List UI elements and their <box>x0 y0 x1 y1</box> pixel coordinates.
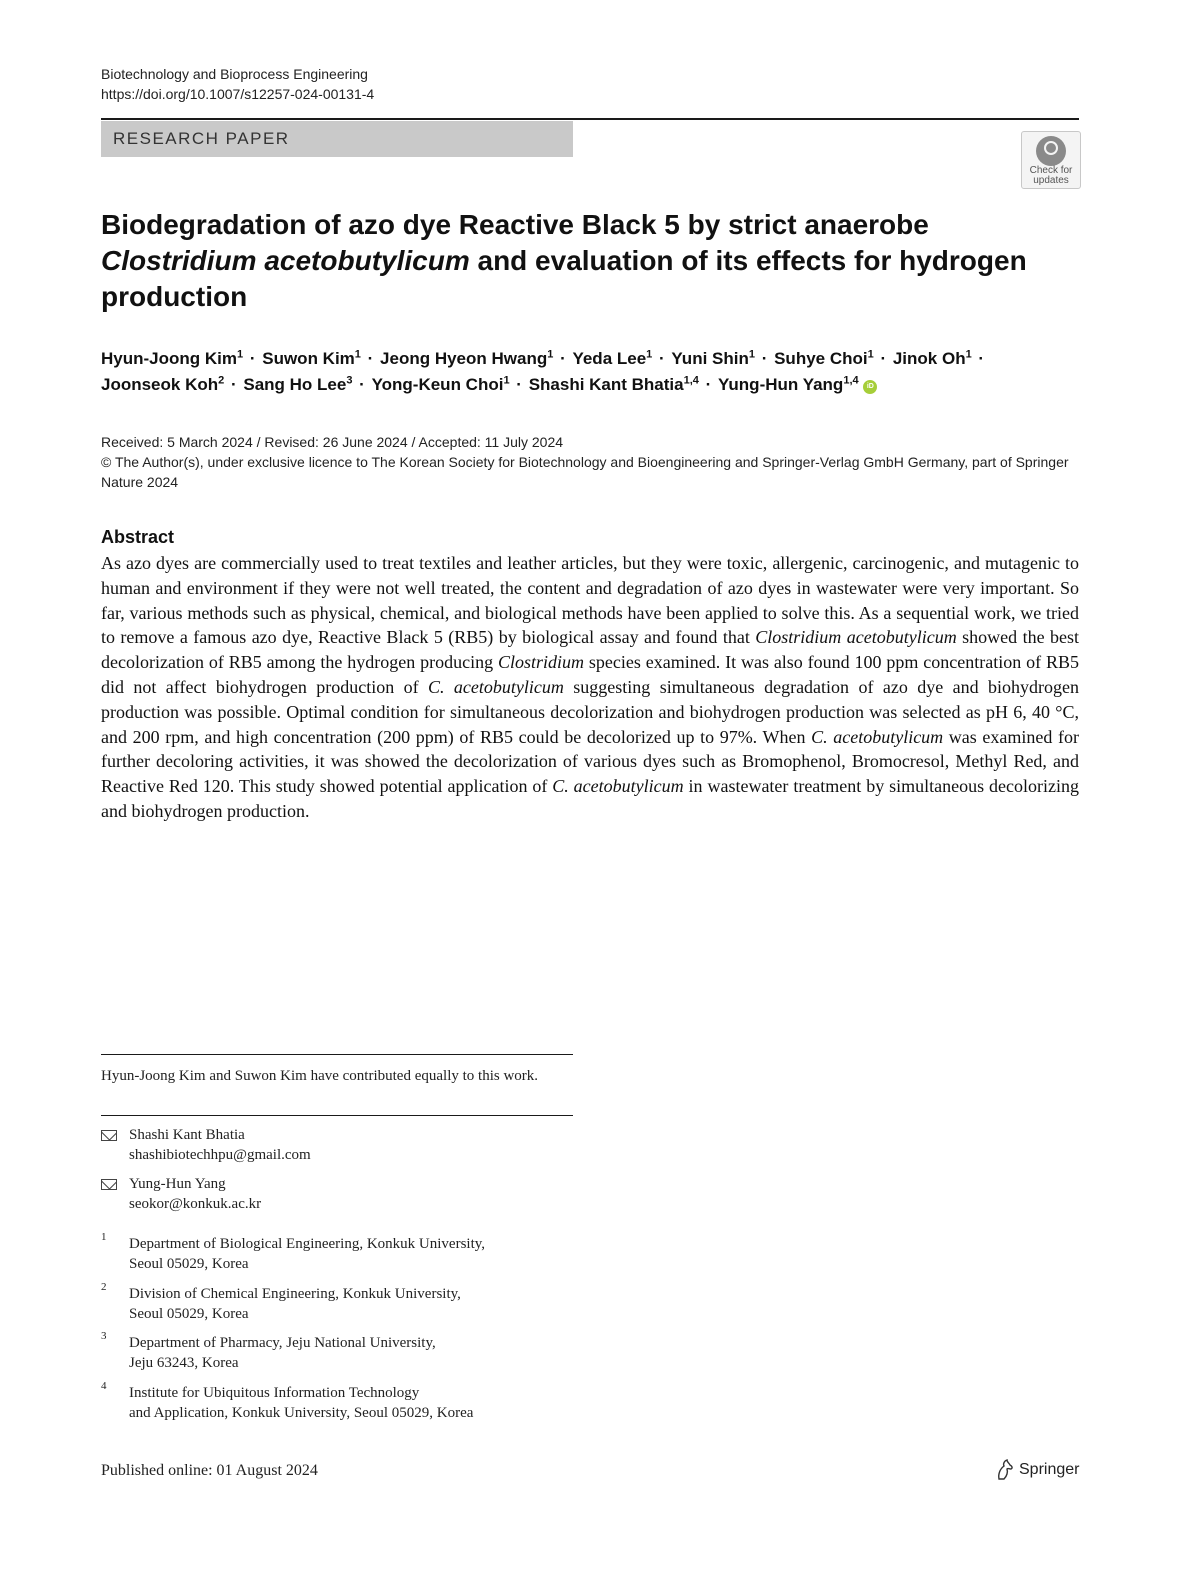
title-rest: and evaluation of its effects for hydrogen production <box>101 245 1027 312</box>
envelope-icon <box>101 1179 117 1190</box>
author[interactable]: Yung-Hun Yang$^{1,4}$ <box>718 374 859 394</box>
corresponding-author-email[interactable]: seokor@konkuk.ac.kr <box>129 1196 262 1212</box>
author[interactable]: Joonseok Koh$^2$ <box>101 374 225 394</box>
author-list: Hyun-Joong Kim$^1$ · Suwon Kim$^1$ · Jeong Hyeon Hwang$^1$ · Yeda Lee$^1$ · Yuni Shin$^1$ · Suhye Choi$^1$ · Jinok $Oh^1$ · Joonseok Koh$^2$ · Sang Ho Lee$^3$ · Yong-Keun Choi$^1$ · Shashi Kant Bhatia$^{1,4}$ · Yung-Hun Yang$^{1,4}$ iD <box>101 348 985 394</box>
author[interactable]: Jinok Oh$^1$ <box>892 348 972 368</box>
affiliation-number: 2 <box>101 1281 107 1293</box>
doi-link[interactable]: https://doi.org/10.1007/s12257-024-00131-4 <box>101 86 375 102</box>
corresponding-author-name: Shashi Kant Bhatia <box>129 1127 245 1143</box>
springer-horse-icon <box>995 1459 1015 1481</box>
abstract-text: As azo dyes are commercially used to treat textiles and leather articles, but they were toxic, allergenic, carcinogenic, and mutagenic to human and environment if they were not well treated, the content and degradation of azo dyes in wastewater were very important. So far, various methods such as physical, chemical, and biological methods have been applied to solve this. As a sequential work, we tried to remove a famous azo dye, Reactive Black 5 (RB5) by biological assay and found that Clostridium acetobutylicum showed the best decolorization of RB5 among the hydrogen producing Clostridium species examined. It was also found 100 ppm concentration of RB5 did not affect biohydrogen production of C. acetobutylicum suggesting simultaneous degradation of azo dye and biohydrogen production was possible. Optimal condition for simultaneous decolorization and biohydrogen production was selected as pH 6, 40 °C, and 200 rpm, and high concentration (200 ppm) of RB5 could be decolorized up to 97%. When C. acetobutylicum was examined for further decoloring activities, it was showed the decolorization of various dyes such as Bromophenol, Bromocresol, Methyl Red, and Reactive Red 120. This study showed potential application of C. acetobutylicum in wastewater treatment by simultaneous decolorizing and biohydrogen production. <box>101 553 1080 821</box>
author[interactable]: Hyun-Joong Kim$^1$ <box>101 348 244 368</box>
affiliation-number: 3 <box>101 1330 107 1342</box>
affiliation-number: 1 <box>101 1231 107 1243</box>
affiliation: Institute for Ubiquitous Information Technology and Application, Konkuk University, Seoul 05029, Korea <box>129 1385 474 1421</box>
check-for-updates-label: Check for updates <box>1029 165 1073 186</box>
corresponding-author-name: Yung-Hun Yang <box>129 1176 226 1192</box>
title-organism: Clostridium acetobutylicum <box>101 245 470 276</box>
author[interactable]: Suwon Kim$^1$ <box>262 348 361 368</box>
corresponding-author <box>129 1174 261 1214</box>
header-rule <box>101 118 1079 120</box>
corresponding-author-email[interactable]: shashibiotechhpu@gmail.com <box>129 1147 311 1163</box>
affiliation: Department of Biological Engineering, Konkuk University, Seoul 05029, Korea <box>129 1236 486 1272</box>
author[interactable]: Yeda Lee$^1$ <box>572 348 653 368</box>
author[interactable]: Sang Ho Lee$^3$ <box>243 374 353 394</box>
author[interactable]: Jeong Hyeon Hwang$^1$ <box>380 348 554 368</box>
paper-title <box>101 207 1081 315</box>
affiliation: Division of Chemical Engineering, Konkuk University, Seoul 05029, Korea <box>129 1286 461 1322</box>
journal-header <box>101 64 374 104</box>
journal-name: Biotechnology and Bioprocess Engineering <box>101 66 368 82</box>
copyright-notice: © The Author(s), under exclusive licence to The Korean Society for Biotechnology and Bioengineering and Springer-Verlag GmbH Germany, part of Springer Nature 2024 <box>101 454 1069 490</box>
author[interactable]: Yuni Shin$^1$ <box>671 348 755 368</box>
equal-contribution-note: Hyun-Joong Kim and Suwon Kim have contributed equally to this work. <box>101 1068 539 1084</box>
check-for-updates-icon <box>1036 136 1066 166</box>
article-type-label: RESEARCH PAPER <box>113 129 290 148</box>
envelope-icon <box>101 1130 117 1141</box>
author[interactable]: Yong-Keun Choi$^1$ <box>371 374 510 394</box>
affiliation: Department of Pharmacy, Jeju National University, Jeju 63243, Korea <box>129 1335 436 1371</box>
author[interactable]: Shashi Kant Bhatia$^{1,4}$ <box>528 374 699 394</box>
title-line1: Biodegradation of azo dye Reactive Black 5 by strict anaerobe <box>101 209 929 240</box>
affiliation-number: 4 <box>101 1380 107 1392</box>
orcid-icon[interactable]: iD <box>863 380 877 394</box>
article-dates: Received: 5 March 2024 / Revised: 26 June 2024 / Accepted: 11 July 2024 <box>101 434 564 450</box>
check-for-updates-badge[interactable] <box>1021 131 1081 189</box>
abstract-heading: Abstract <box>101 527 175 547</box>
author[interactable]: Suhye Choi$^1$ <box>774 348 874 368</box>
footnote-rule-bottom <box>101 1115 573 1116</box>
footnote-rule-top <box>101 1054 573 1055</box>
published-date: Published online: 01 August 2024 <box>101 1462 318 1479</box>
publisher-name: Springer <box>1019 1461 1080 1478</box>
corresponding-author <box>129 1125 311 1165</box>
